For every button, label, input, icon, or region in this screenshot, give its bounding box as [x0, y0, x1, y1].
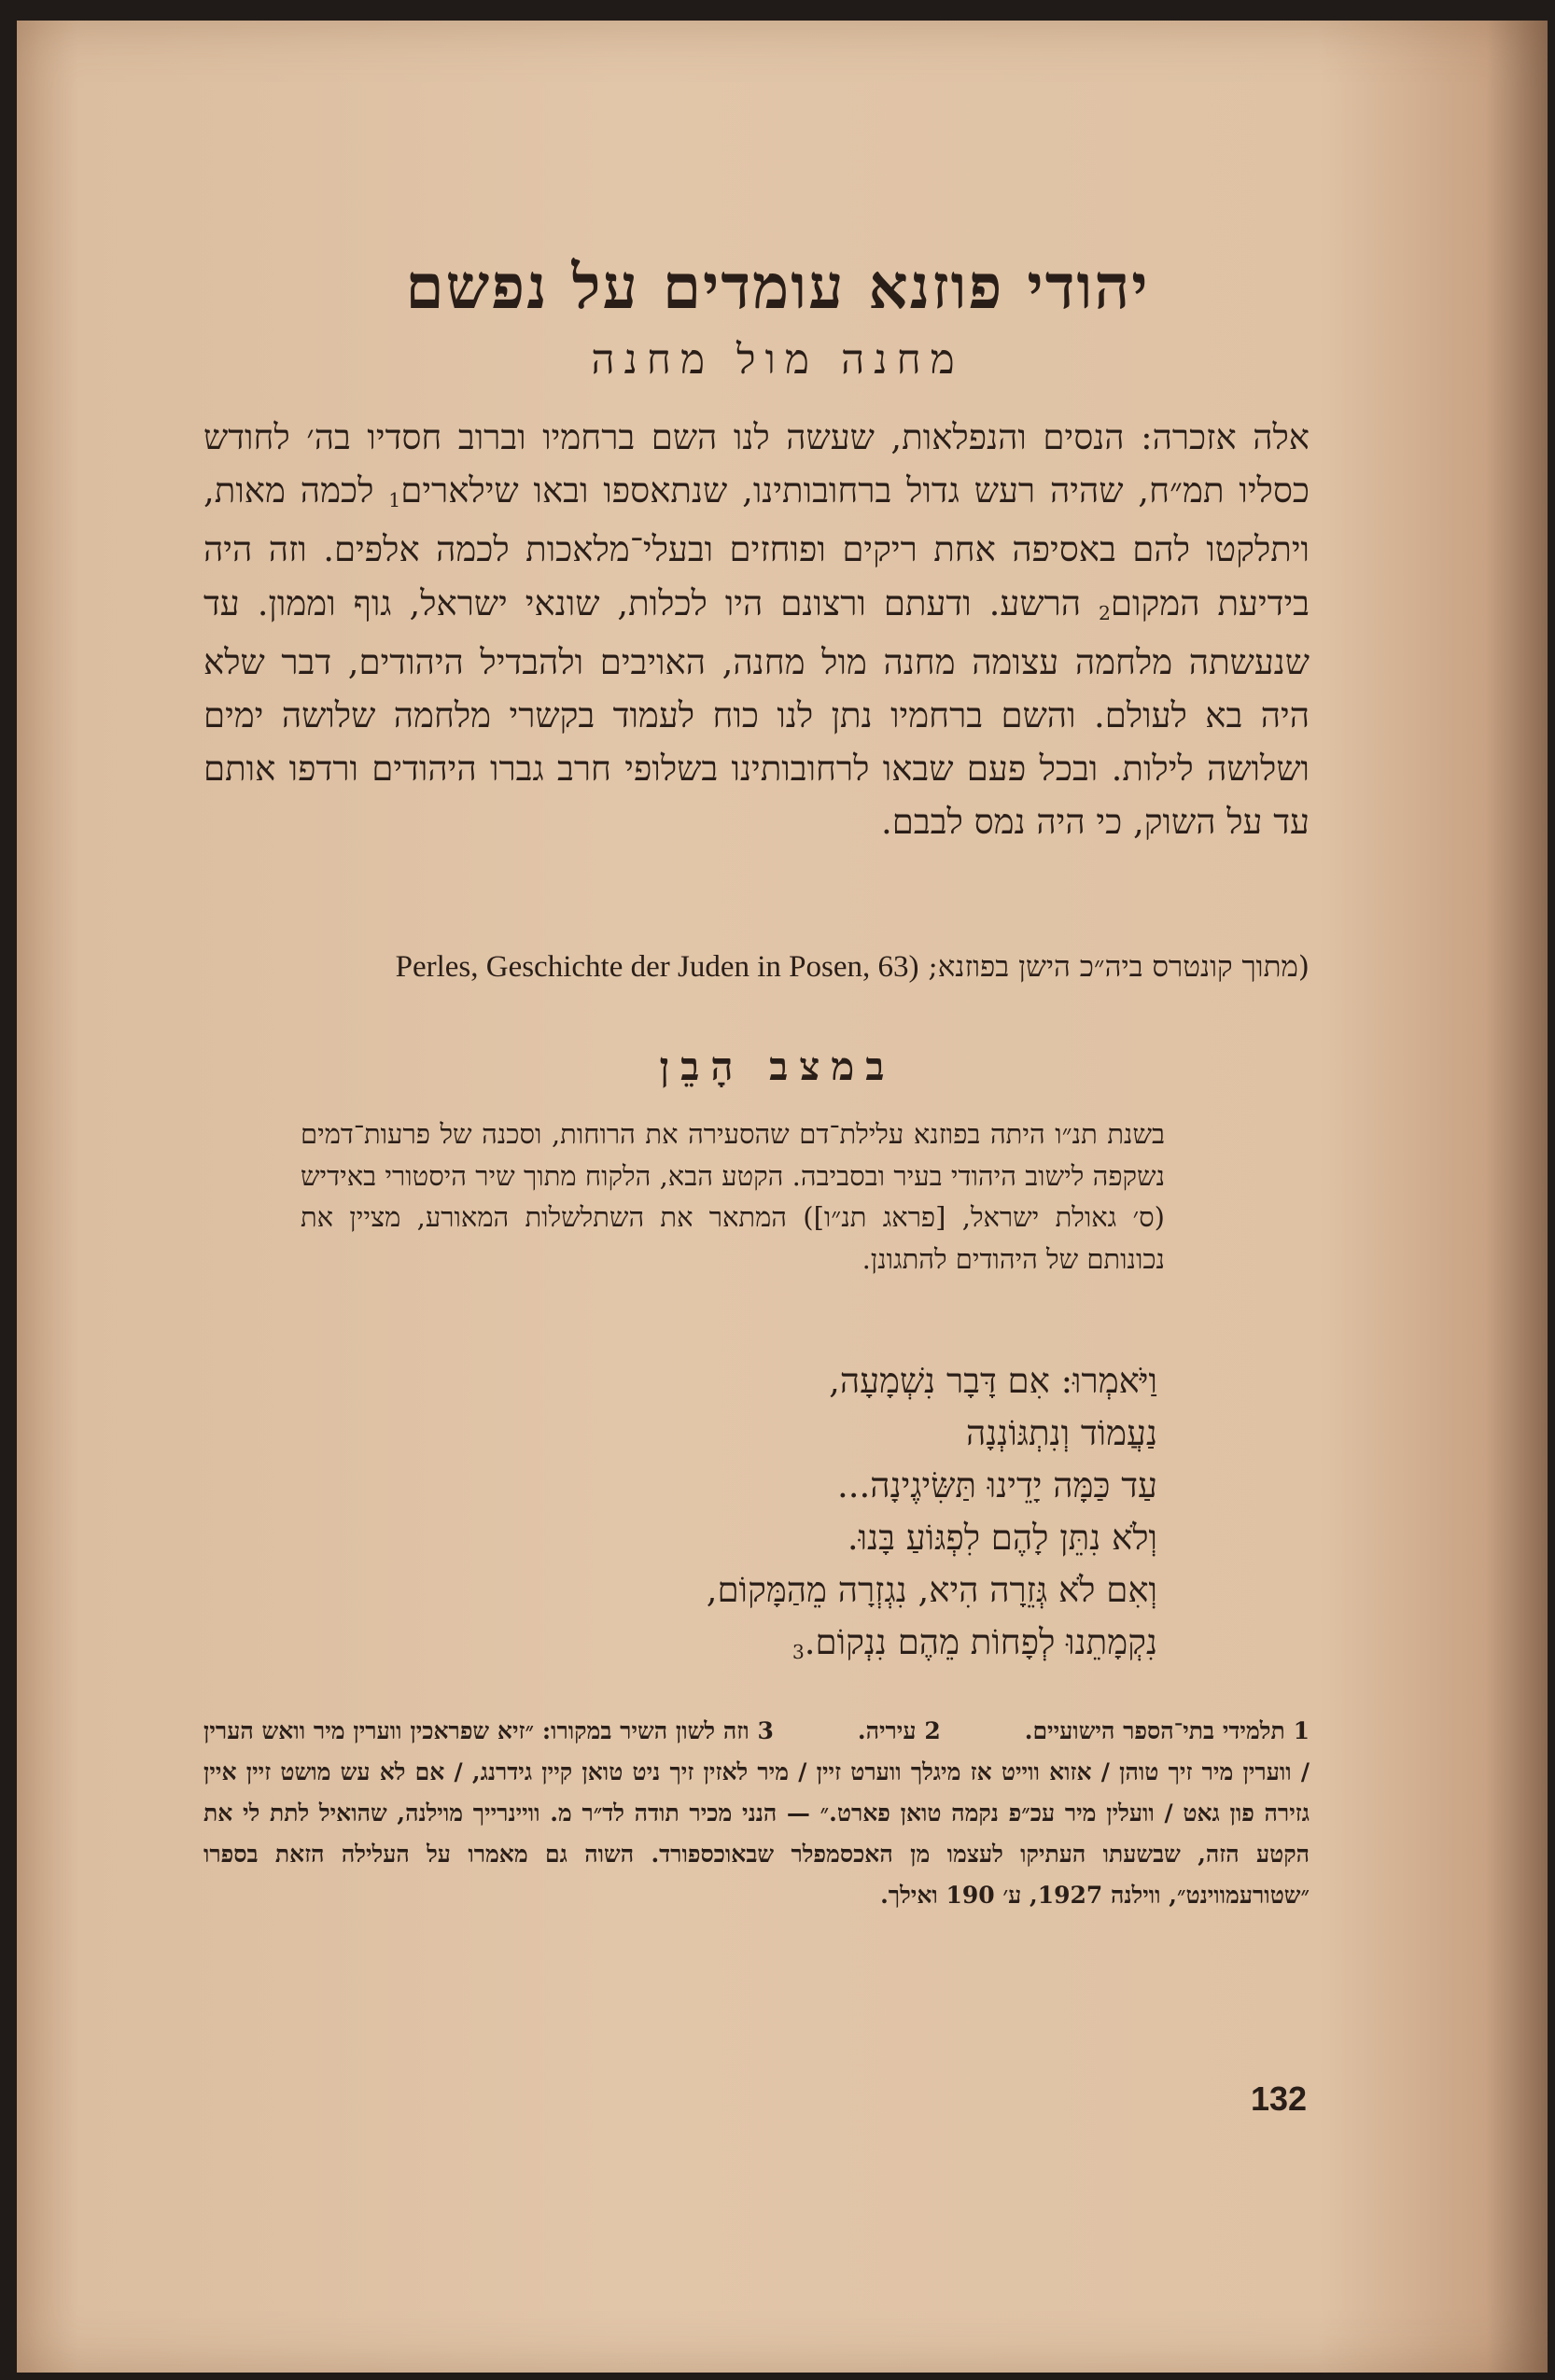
footnote-mark-1: 1: [388, 489, 401, 512]
poem-line: וְאִם לֹא גְּזֵרָה הִיא, נִגְזְרָה מֵהַמָּקוֹם,: [706, 1570, 1157, 1610]
page-number: 132: [1250, 2079, 1308, 2118]
poem-line-last: [523, 1617, 1157, 1673]
footnote-3-number: 3: [757, 1717, 774, 1744]
footnote-mark-2: 2: [1098, 601, 1111, 624]
footnotes: [203, 1711, 1310, 1916]
page-subtitle: מחנה מול מחנה: [591, 336, 964, 384]
footnote-1-number: 1: [1293, 1717, 1310, 1744]
poem-line: נַעֲמוֹד וְנִתְגּוֹנְנָה: [965, 1413, 1157, 1453]
body-paragraph: [203, 411, 1310, 849]
poem-line: עַד כַּמָּה יָדֵינוּ תַּשִּׂיגֶינָה...: [837, 1465, 1157, 1505]
poem-line-text: נִקְמָתֵנוּ לְפָחוֹת מֵהֶם נִנְקוֹם.: [804, 1622, 1157, 1662]
body-text-part-1: אלה אזכרה: הנסים והנפלאות, שעשה לנו השם ברחמיו וברוב חסדיו בה׳ לחודש כסליו תמ״ח, שהיה רעש גדול ברחובותינו, שנתאספו ובאו שילארים: [203, 417, 1310, 511]
page-title: יהודי פוזנא עומדים על נפשם: [405, 250, 1150, 323]
poem: [523, 1355, 1157, 1673]
footnote-3-text: וזה לשון השיר במקורו: ״זיא שפראכין ווערין מיר וואש הערין / ווערין מיר זיך טוהן / אזוא ווייט אז מיגלך ווערט זיין / מיר לאזין זיך ניט טואן קיין גידרנג, / אם לא עש מושט זיין איין גזירה פון גאט / וועלין מיר עכ״פ נקמה טואן פארט.״ — הנני מכיר תודה לד״ר מ. וויינרייך מוילנה, שהואיל לתת לי את הקטע הזה, שבשעתו העתיקו לעצמו מן האכסמפלר שבאוכספורד. השוה גם מאמרו על העלילה הזאת בספרו ״שטורעמווינט״, ווילנה 1927, ע׳ 190 ואילך.: [203, 1717, 1310, 1909]
poem-line: וַיֹּאמְרוּ: אִם דָּבָר נִשְׁמָעָה,: [829, 1361, 1157, 1401]
source-citation: [203, 950, 1310, 985]
footnote-1-text: תלמידי בתי־הספר הישועיים.: [1024, 1717, 1285, 1744]
footnote-2-number: 2: [924, 1717, 941, 1744]
footnote-2-text: עיריה.: [857, 1717, 917, 1744]
body-text-part-2: לכמה מאות, ויתלקטו להם באסיפה אחת ריקים ופוחזים ובעלי־מלאכות לכמה אלפים. וזה היה בידיעת המקום: [203, 470, 1310, 623]
intro-paragraph: בשנת תנ״ו היתה בפוזנא עלילת־דם שהסעירה את הרוחות, וסכנה של פרעות־דמים נשקפה לישוב היהודי בעיר ובסביבה. הקטע הבא, הלקוח מתוך שיר היסטורי באידיש (ס׳ גאולת ישראל, [פראג תנ״ו]) המתאר את השתלשלות המאורע, מציין את נכונותם של היהודים להתגונן.: [301, 1118, 1165, 1276]
citation-latin: Perles, Geschichte der Juden in Posen, 63): [395, 950, 919, 984]
section-heading: במצב הָבֵן: [659, 1043, 896, 1089]
footnote-mark-3: 3: [792, 1641, 805, 1664]
body-text-part-3: הרשע. ודעתם ורצונם היו לכלות, שונאי ישראל, גוף וממון. עד שנעשתה מלחמה עצומה מחנה מול מחנה, האויבים ולהבדיל היהודים, דבר שלא היה בא לעולם. והשם ברחמיו נתן לנו כוח לעמוד בקשרי מלחמה שלושה ימים ושלושה לילות. ובכל פעם שבאו לרחובותינו בשלופי חרב גברו היהודים ורדפו אותם עד על השוק, כי היה נמס לבבם.: [203, 582, 1310, 843]
citation-hebrew: (מתוך קונטרס ביה״כ הישן בפוזנא;: [928, 950, 1310, 984]
poem-line: וְלֹא נִתֵּן לָהֶם לִפְגּוֹעַ בָּנוּ.: [847, 1518, 1157, 1558]
